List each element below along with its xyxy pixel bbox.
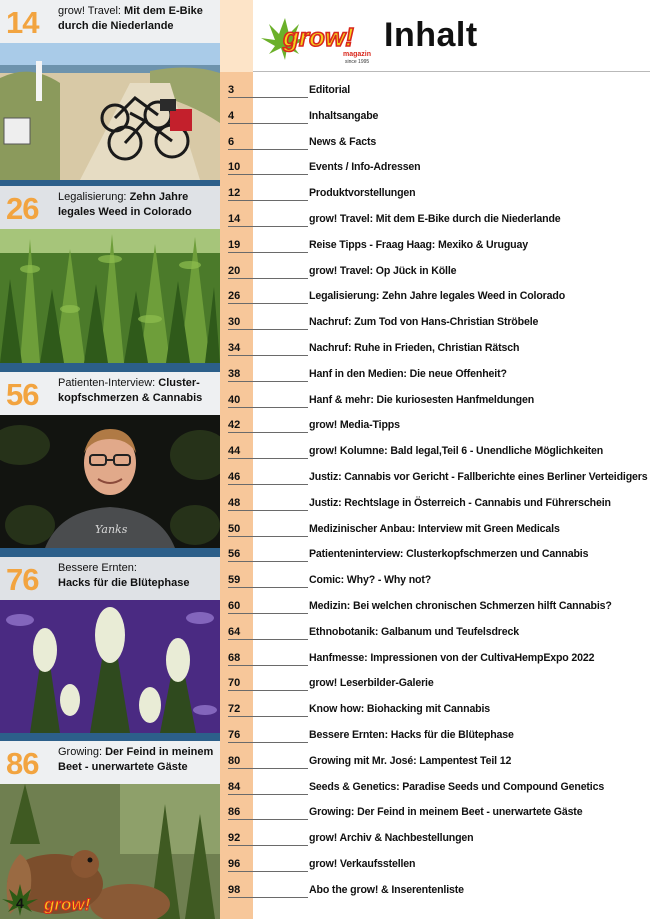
toc-title: Justiz: Cannabis vor Gericht - Fallberichte eines Berliner Verteidigers	[309, 470, 648, 483]
toc-entry[interactable]	[228, 596, 648, 622]
feature-header	[0, 557, 220, 600]
toc-page-number: 96	[228, 857, 308, 872]
feature-header	[0, 0, 220, 43]
feature-page-number: 86	[6, 746, 39, 781]
toc-title: Justiz: Rechtslage in Österreich - Cannabis und Führerschein	[309, 496, 611, 509]
toc-page-number: 48	[228, 496, 308, 511]
page-title: Inhalt	[384, 16, 478, 54]
toc-title: grow! Leserbilder-Galerie	[309, 677, 434, 690]
toc-title: Medizinischer Anbau: Interview mit Green Medicals	[309, 522, 560, 535]
toc-title: grow! Travel: Op Jück in Kölle	[309, 264, 457, 277]
toc-page-number: 64	[228, 625, 308, 640]
toc-entry[interactable]	[228, 415, 648, 441]
toc-entry[interactable]	[228, 467, 648, 493]
toc-title: News & Facts	[309, 135, 377, 148]
toc-page-number: 10	[228, 160, 308, 175]
toc-page-number: 84	[228, 780, 308, 795]
toc-entry[interactable]	[228, 570, 648, 596]
toc-entry[interactable]	[228, 880, 648, 906]
toc-page-number: 30	[228, 315, 308, 330]
toc-page-number: 19	[228, 238, 308, 253]
toc-title: Abo the grow! & Inserentenliste	[309, 883, 464, 896]
toc-entry[interactable]	[228, 390, 648, 416]
toc-page-number: 20	[228, 264, 308, 279]
toc-entry[interactable]	[228, 312, 648, 338]
toc-page-number: 42	[228, 418, 308, 433]
toc-page-number: 92	[228, 831, 308, 846]
footer-brand: grow!	[44, 895, 91, 914]
toc-title: Patienteninterview: Clusterkopfschmerzen und Cannabis	[309, 548, 589, 561]
toc-title: grow! Verkaufsstellen	[309, 857, 416, 870]
toc-title: Know how: Biohacking mit Cannabis	[309, 703, 491, 716]
feature-travel[interactable]	[0, 0, 220, 180]
toc-title: grow! Travel: Mit dem E-Bike durch die Niederlande	[309, 212, 561, 225]
toc-title: Legalisierung: Zehn Jahre legales Weed in Colorado	[309, 290, 566, 303]
toc-entry[interactable]	[228, 725, 648, 751]
toc-entry[interactable]	[228, 261, 648, 287]
toc-entry[interactable]	[228, 235, 648, 261]
toc-entry[interactable]	[228, 751, 648, 777]
toc-page-number: 70	[228, 676, 308, 691]
feature-header	[0, 186, 220, 229]
toc-title: Medizin: Bei welchen chronischen Schmerzen hilft Cannabis?	[309, 599, 612, 612]
toc-title: Bessere Ernten: Hacks für die Blütephase	[309, 728, 514, 741]
toc-page-number: 14	[228, 212, 308, 227]
toc-title: Editorial	[309, 84, 351, 96]
toc-title: Ethnobotanik: Galbanum und Teufelsdreck	[309, 625, 519, 638]
toc-entry[interactable]	[228, 183, 648, 209]
toc-entry[interactable]	[228, 80, 648, 106]
toc-title: Events / Info-Adressen	[309, 161, 421, 174]
feature-page-number: 56	[6, 377, 39, 412]
portrait-image	[0, 415, 220, 548]
table-of-contents	[228, 80, 648, 906]
feature-teaser: Bessere Ernten: Hacks für die Blütephase	[58, 562, 190, 589]
feature-teaser: Patienten-Interview: Cluster-kopfschmerzen & Cannabis	[58, 377, 203, 404]
toc-entry[interactable]	[228, 132, 648, 158]
toc-title: Produktvorstellungen	[309, 187, 416, 200]
svg-text:grow!: grow!	[283, 22, 354, 52]
feature-teaser: grow! Travel: Mit dem E-Bike durch die Niederlande	[58, 5, 203, 32]
toc-page-number: 98	[228, 883, 308, 898]
toc-title: Hanf & mehr: Die kuriosesten Hanfmeldungen	[309, 393, 535, 406]
feature-header	[0, 372, 220, 415]
toc-entry[interactable]	[228, 854, 648, 880]
toc-page-number: 6	[228, 135, 308, 150]
toc-page-number: 34	[228, 341, 308, 356]
toc-page-number: 38	[228, 367, 308, 382]
toc-entry[interactable]	[228, 777, 648, 803]
toc-title: Nachruf: Zum Tod von Hans-Christian Ströbele	[309, 316, 539, 329]
toc-entry[interactable]	[228, 364, 648, 390]
toc-entry[interactable]	[228, 648, 648, 674]
feature-teaser: Legalisierung: Zehn Jahre legales Weed in Colorado	[58, 191, 192, 218]
toc-title: Hanfmesse: Impressionen von der CultivaHempExpo 2022	[309, 651, 595, 664]
toc-entry[interactable]	[228, 286, 648, 312]
feature-teaser: Growing: Der Feind in meinem Beet - unerwartete Gäste	[58, 746, 214, 773]
toc-entry[interactable]	[228, 209, 648, 235]
toc-entry[interactable]	[228, 622, 648, 648]
toc-entry[interactable]	[228, 673, 648, 699]
toc-page-number: 59	[228, 573, 308, 588]
toc-entry[interactable]	[228, 493, 648, 519]
toc-title: Growing: Der Feind in meinem Beet - unerwartete Gäste	[309, 806, 583, 819]
page-number: 4	[16, 895, 24, 911]
toc-title: grow! Kolumne: Bald legal,Teil 6 - Unendliche Möglichkeiten	[309, 445, 604, 458]
svg-text:Yanks: Yanks	[95, 523, 128, 536]
toc-entry[interactable]	[228, 828, 648, 854]
toc-page-number: 3	[228, 83, 308, 98]
toc-page-number: 44	[228, 444, 308, 459]
toc-page-number: 26	[228, 289, 308, 304]
toc-page-number: 80	[228, 754, 308, 769]
toc-page-number: 12	[228, 186, 308, 201]
toc-entry[interactable]	[228, 802, 648, 828]
toc-title: grow! Archiv & Nachbestellungen	[309, 832, 474, 845]
toc-page-number: 86	[228, 805, 308, 820]
toc-page-number: 40	[228, 393, 308, 408]
feature-page-number: 26	[6, 191, 39, 226]
toc-entry[interactable]	[228, 338, 648, 364]
toc-entry[interactable]	[228, 106, 648, 132]
toc-page-number: 46	[228, 470, 308, 485]
cannabis-field-image	[0, 229, 220, 363]
feature-patienten-interview[interactable]	[0, 372, 220, 552]
toc-title: Hanf in den Medien: Die neue Offenheit?	[309, 367, 507, 380]
toc-title: grow! Media-Tipps	[309, 419, 400, 432]
toc-title: Seeds & Genetics: Paradise Seeds und Compound Genetics	[309, 780, 605, 793]
feature-header	[0, 741, 220, 784]
toc-title: Nachruf: Ruhe in Frieden, Christian Rätsch	[309, 341, 520, 354]
toc-page-number: 60	[228, 599, 308, 614]
feature-page-number: 14	[6, 5, 39, 40]
toc-page-number: 56	[228, 547, 308, 562]
toc-page-number: 4	[228, 109, 308, 124]
toc-entry[interactable]	[228, 544, 648, 570]
grow-logo	[259, 14, 383, 66]
toc-page-number: 50	[228, 522, 308, 537]
toc-page-number: 76	[228, 728, 308, 743]
toc-title: Comic: Why? - Why not?	[309, 574, 432, 587]
page-header	[253, 0, 650, 72]
toc-entry[interactable]	[228, 157, 648, 183]
toc-entry[interactable]	[228, 441, 648, 467]
toc-entry[interactable]	[228, 519, 648, 545]
toc-title: Growing mit Mr. José: Lampentest Teil 12	[309, 754, 512, 767]
toc-entry[interactable]	[228, 699, 648, 725]
toc-title: Inhaltsangabe	[309, 109, 379, 122]
feature-bessere-ernten[interactable]	[0, 557, 220, 737]
bicycles-on-beach-image	[0, 43, 220, 180]
toc-title: Reise Tipps - Fraag Haag: Mexiko & Uruguay	[309, 238, 528, 251]
feature-page-number: 76	[6, 562, 39, 597]
flowering-cannabis-image	[0, 600, 220, 733]
feature-column	[0, 0, 220, 919]
svg-text:magazin: magazin	[343, 51, 372, 58]
toc-page-number: 72	[228, 702, 308, 717]
feature-legalisierung[interactable]	[0, 186, 220, 366]
svg-text:since 1995: since 1995	[345, 59, 370, 65]
toc-page-number: 68	[228, 651, 308, 666]
footer-badge	[0, 880, 120, 919]
